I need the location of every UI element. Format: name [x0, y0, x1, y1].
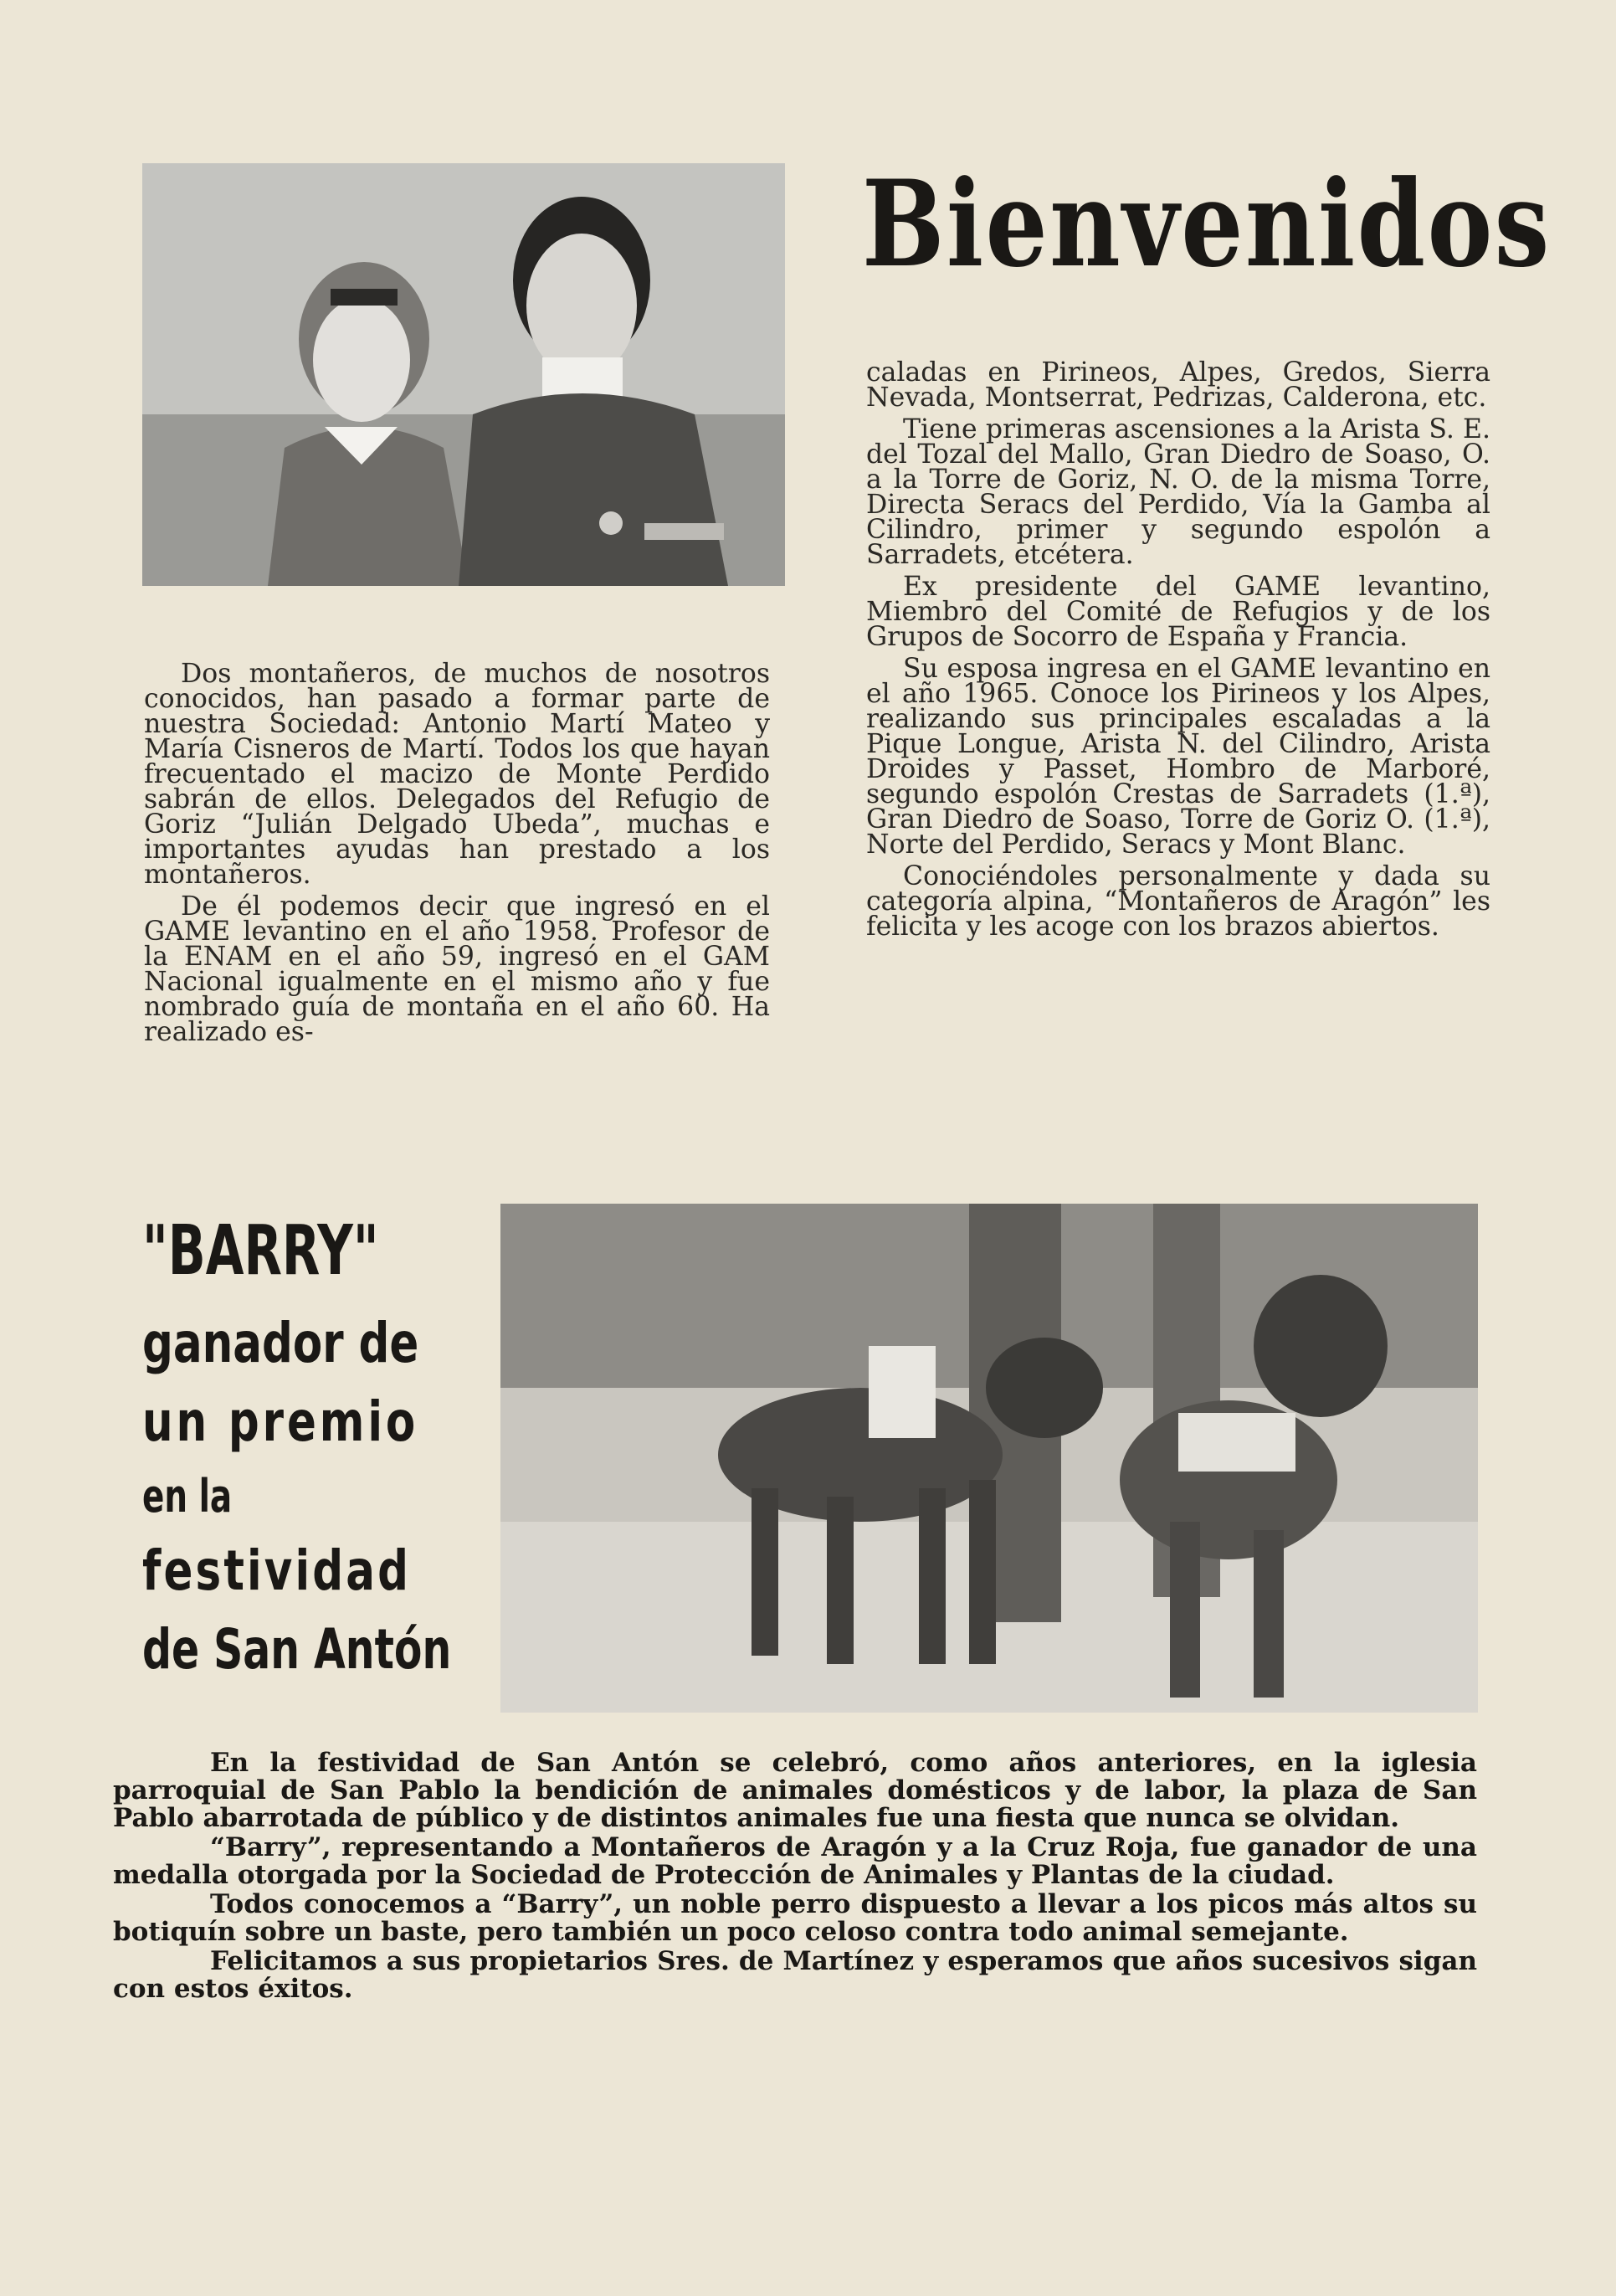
headline-line: festividad — [142, 1538, 412, 1603]
barry-headline — [142, 1205, 477, 1689]
paragraph: Felicitamos a sus propietarios Sres. de Martínez y esperamos que años sucesivos sigan con estos éxitos. — [113, 1946, 1477, 2004]
left-column — [144, 661, 770, 1051]
paragraph: De él podemos decir que ingresó en el GAME levantino en el año 1958. Profesor de la ENAM en el año 59, ingresó en el GAM Nacional igualmente en el mismo año y fue nombrado guía de montaña en el año 60. Ha realizado es- — [144, 891, 770, 1047]
paragraph: “Barry”, representando a Montañeros de Aragón y a la Cruz Roja, fue ganador de una medalla otorgada por la Sociedad de Protección de Animales y Plantas de la ciudad. — [113, 1832, 1477, 1890]
headline-line: de San Antón — [142, 1617, 452, 1682]
barry-article — [113, 1749, 1477, 2005]
headline-line: ganador de — [142, 1311, 419, 1375]
headline-line: un premio — [142, 1389, 419, 1454]
mountaineers-illustration — [142, 163, 785, 586]
page-title: Bienvenidos — [862, 155, 1552, 294]
paragraph: Ex presidente del GAME levantino, Miembro del Comité de Refugios y de los Grupos de Socorro de España y Francia. — [866, 572, 1490, 652]
paragraph: Dos montañeros, de muchos de nosotros conocidos, han pasado a formar parte de nuestra Sociedad: Antonio Martí Mateo y María Cisneros de Martí. Todos los que hayan frecuentado el macizo de Monte Perdido sabrán de ellos. Delegados del Refugio de Goriz “Julián Delgado Ubeda”, muchas e importantes ayudas han prestado a los montañeros. — [144, 659, 770, 890]
paragraph: Tiene primeras ascensiones a la Arista S. E. del Tozal del Mallo, Gran Diedro de Soaso, O. a la Torre de Goriz, N. O. de la misma Torre, Directa Seracs del Perdido, Vía la Gamba al Cilindro, primer y segundo espolón a Sarradets, etcétera. — [866, 414, 1490, 570]
dogs-illustration — [500, 1204, 1478, 1713]
paragraph: caladas en Pirineos, Alpes, Gredos, Sierra Nevada, Montserrat, Pedrizas, Calderona, etc. — [866, 357, 1490, 413]
right-column — [866, 357, 1490, 946]
headline-line: en la — [142, 1470, 233, 1523]
mountaineers-photo — [142, 163, 785, 586]
headline-line: "BARRY" — [142, 1211, 379, 1291]
dogs-photo — [500, 1204, 1478, 1713]
paragraph: Todos conocemos a “Barry”, un noble perro dispuesto a llevar a los picos más altos su botiquín sobre un baste, pero también un poco celoso contra todo animal semejante. — [113, 1889, 1477, 1947]
paragraph: Conociéndoles personalmente y dada su categoría alpina, “Montañeros de Aragón” les felicita y les acoge con los brazos abiertos. — [866, 861, 1490, 942]
paragraph: En la festividad de San Antón se celebró, como años anteriores, en la iglesia parroquial de San Pablo la bendición de animales domésticos y de labor, la plaza de San Pablo abarrotada de público y de distintos animales fue una fiesta que nunca se olvidan. — [113, 1748, 1477, 1833]
paragraph: Su esposa ingresa en el GAME levantino en el año 1965. Conoce los Pirineos y los Alpes, realizando sus principales escaladas a la Pique Longue, Arista N. del Cilindro, Arista Droides y Passet, Hombro de Marboré, segundo espolón Crestas de Sarradets (1.ª), Gran Diedro de Soaso, Torre de Goriz O. (1.ª), Norte del Perdido, Seracs y Mont Blanc. — [866, 654, 1490, 860]
